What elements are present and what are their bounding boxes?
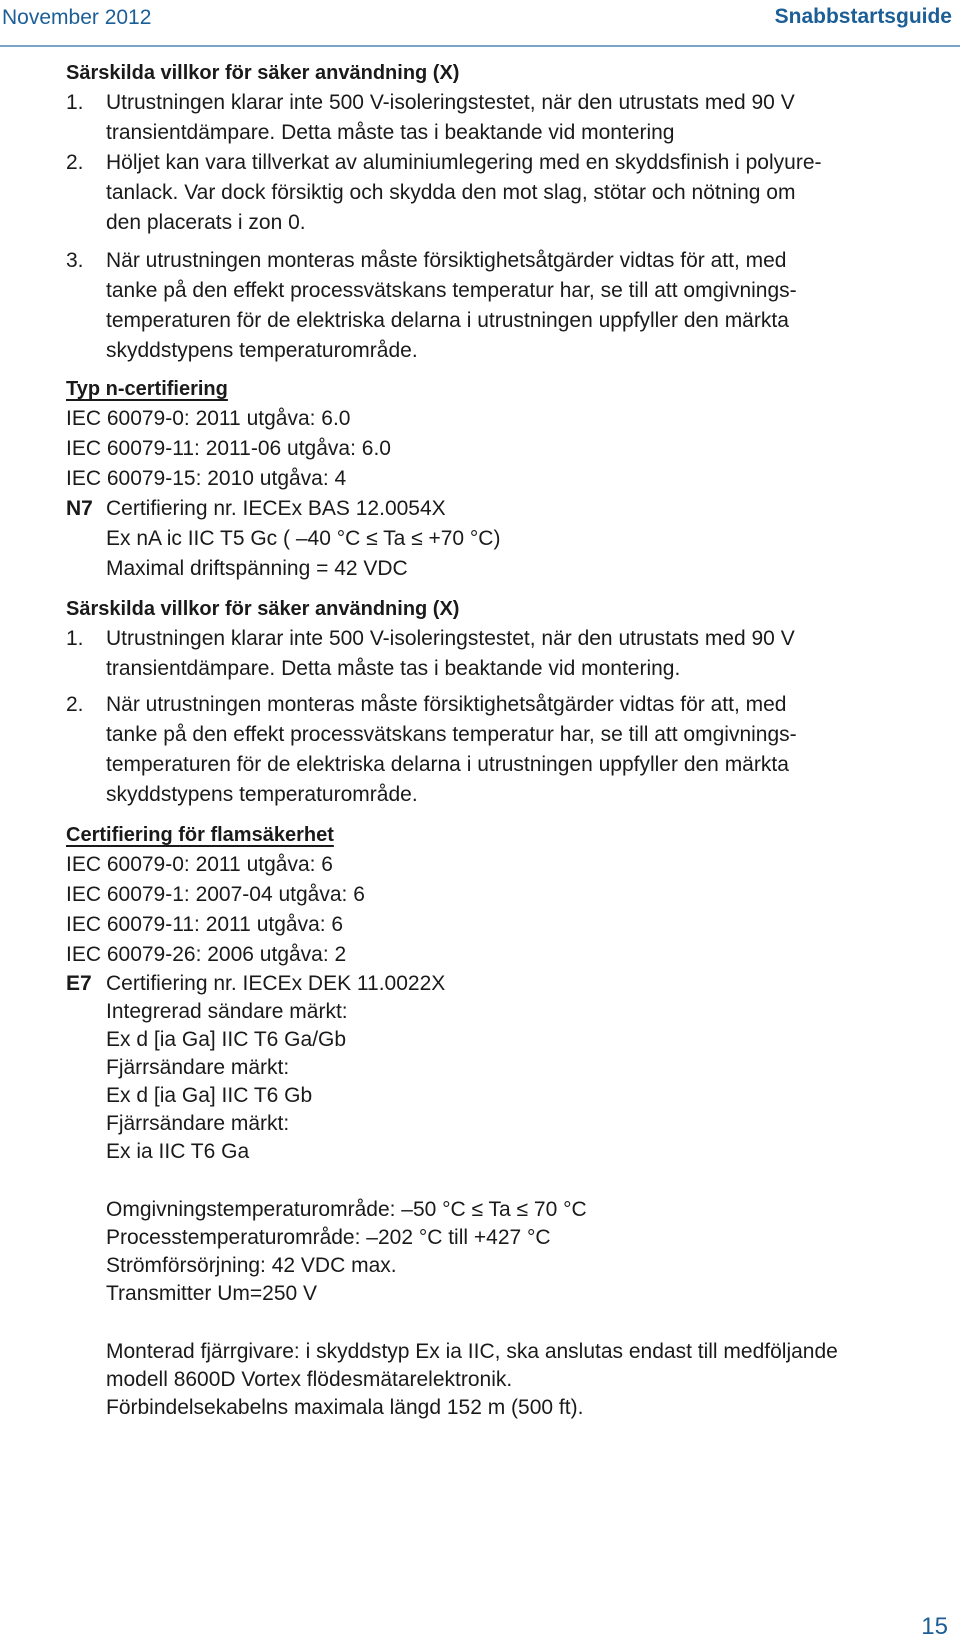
page-content: [66, 58, 946, 1422]
cert-line: Fjärrsändare märkt:: [106, 1112, 290, 1135]
cert-line: Ex ia IIC T6 Ga: [106, 1140, 250, 1163]
rating-line: Transmitter Um=250 V: [106, 1282, 318, 1305]
typn-section: [66, 374, 946, 584]
cert-line: Certifiering nr. IECEx DEK 11.0022X: [106, 972, 446, 995]
section-heading: Certifiering för flamsäkerhet: [66, 824, 334, 846]
header-date: November 2012: [2, 6, 152, 29]
cert-line: Ex d [ia Ga] IIC T6 Gb: [106, 1084, 313, 1107]
condition-list: [66, 624, 946, 810]
list-item: [66, 624, 946, 684]
section-heading: Typ n-certifiering: [66, 378, 228, 400]
list-item: [66, 88, 946, 148]
section-heading: Särskilda villkor för säker användning (X): [66, 62, 460, 84]
cert-code: N7: [66, 497, 93, 520]
rating-line: Strömförsörjning: 42 VDC max.: [106, 1254, 397, 1277]
standard-line: IEC 60079-0: 2011 utgåva: 6: [66, 853, 333, 876]
list-item: [66, 690, 946, 810]
item-line: tanke på den effekt processvätskans temperatur har, se till att omgivnings-: [106, 723, 797, 746]
page-number: 15: [921, 1613, 948, 1640]
item-number: 2.: [66, 693, 84, 716]
section-heading-text: Särskilda villkor för säker användning (X): [66, 598, 460, 620]
item-number: 1.: [66, 91, 84, 114]
rating-line: Processtemperaturområde: –202 °C till +427 °C: [106, 1226, 551, 1249]
note-line: modell 8600D Vortex flödesmätarelektronik.: [106, 1368, 513, 1391]
cert-line: Maximal driftspänning = 42 VDC: [106, 557, 408, 580]
flame-section: [66, 820, 946, 1422]
item-line: När utrustningen monteras måste försiktighetsåtgärder vidtas för att, med: [106, 693, 787, 716]
standard-line: IEC 60079-1: 2007-04 utgåva: 6: [66, 883, 365, 906]
header-title: Snabbstartsguide: [774, 5, 952, 28]
item-line: När utrustningen monteras måste försiktighetsåtgärder vidtas för att, med: [106, 249, 787, 272]
item-number: 3.: [66, 249, 84, 272]
item-line: Höljet kan vara tillverkat av aluminiumlegering med en skyddsfinish i polyure-: [106, 151, 822, 174]
standard-line: IEC 60079-11: 2011 utgåva: 6: [66, 913, 344, 936]
blank-line: [106, 1166, 946, 1196]
note-line: Förbindelsekabelns maximala längd 152 m (500 ft).: [106, 1396, 584, 1419]
item-line: temperaturen för de elektriska delarna i utrustningen uppfyller den märkta: [106, 753, 789, 776]
cert-line: Ex d [ia Ga] IIC T6 Ga/Gb: [106, 1028, 347, 1051]
item-line: transientdämpare. Detta måste tas i beaktande vid montering.: [106, 657, 681, 680]
standard-line: IEC 60079-11: 2011-06 utgåva: 6.0: [66, 437, 391, 460]
item-line: den placerats i zon 0.: [106, 211, 306, 234]
item-number: 1.: [66, 627, 84, 650]
page-header: [0, 0, 960, 46]
cert-line: Fjärrsändare märkt:: [106, 1056, 290, 1079]
cert-code: E7: [66, 972, 92, 995]
item-line: Utrustningen klarar inte 500 V-isoleringstestet, när den utrustats med 90 V: [106, 91, 795, 114]
certification-block: [66, 494, 946, 584]
blank-line: [106, 1308, 946, 1338]
standard-line: IEC 60079-15: 2010 utgåva: 4: [66, 467, 347, 490]
item-line: tanlack. Var dock försiktig och skydda den mot slag, stötar och nötning om: [106, 181, 796, 204]
certification-block: [66, 970, 946, 1422]
note-line: Monterad fjärrgivare: i skyddstyp Ex ia IIC, ska anslutas endast till medföljande: [106, 1340, 838, 1363]
cert-line: Certifiering nr. IECEx BAS 12.0054X: [106, 497, 446, 520]
standard-line: IEC 60079-26: 2006 utgåva: 2: [66, 943, 347, 966]
item-line: skyddstypens temperaturområde.: [106, 783, 418, 806]
item-line: transientdämpare. Detta måste tas i beaktande vid montering: [106, 121, 675, 144]
item-number: 2.: [66, 151, 84, 174]
item-line: Utrustningen klarar inte 500 V-isoleringstestet, när den utrustats med 90 V: [106, 627, 795, 650]
item-line: skyddstypens temperaturområde.: [106, 339, 418, 362]
list-item: [66, 246, 946, 366]
list-item: [66, 148, 946, 238]
item-line: temperaturen för de elektriska delarna i utrustningen uppfyller den märkta: [106, 309, 789, 332]
cert-line: Integrerad sändare märkt:: [106, 1000, 348, 1023]
cert-line: Ex nA ic IIC T5 Gc ( –40 °C ≤ Ta ≤ +70 °C): [106, 527, 501, 550]
header-rule: [0, 45, 960, 47]
standard-line: IEC 60079-0: 2011 utgåva: 6.0: [66, 407, 351, 430]
section-heading: [66, 594, 946, 624]
condition-list: [66, 88, 946, 366]
item-line: tanke på den effekt processvätskans temperatur har, se till att omgivnings-: [106, 279, 797, 302]
rating-line: Omgivningstemperaturområde: –50 °C ≤ Ta ≤ 70 °C: [106, 1198, 587, 1221]
